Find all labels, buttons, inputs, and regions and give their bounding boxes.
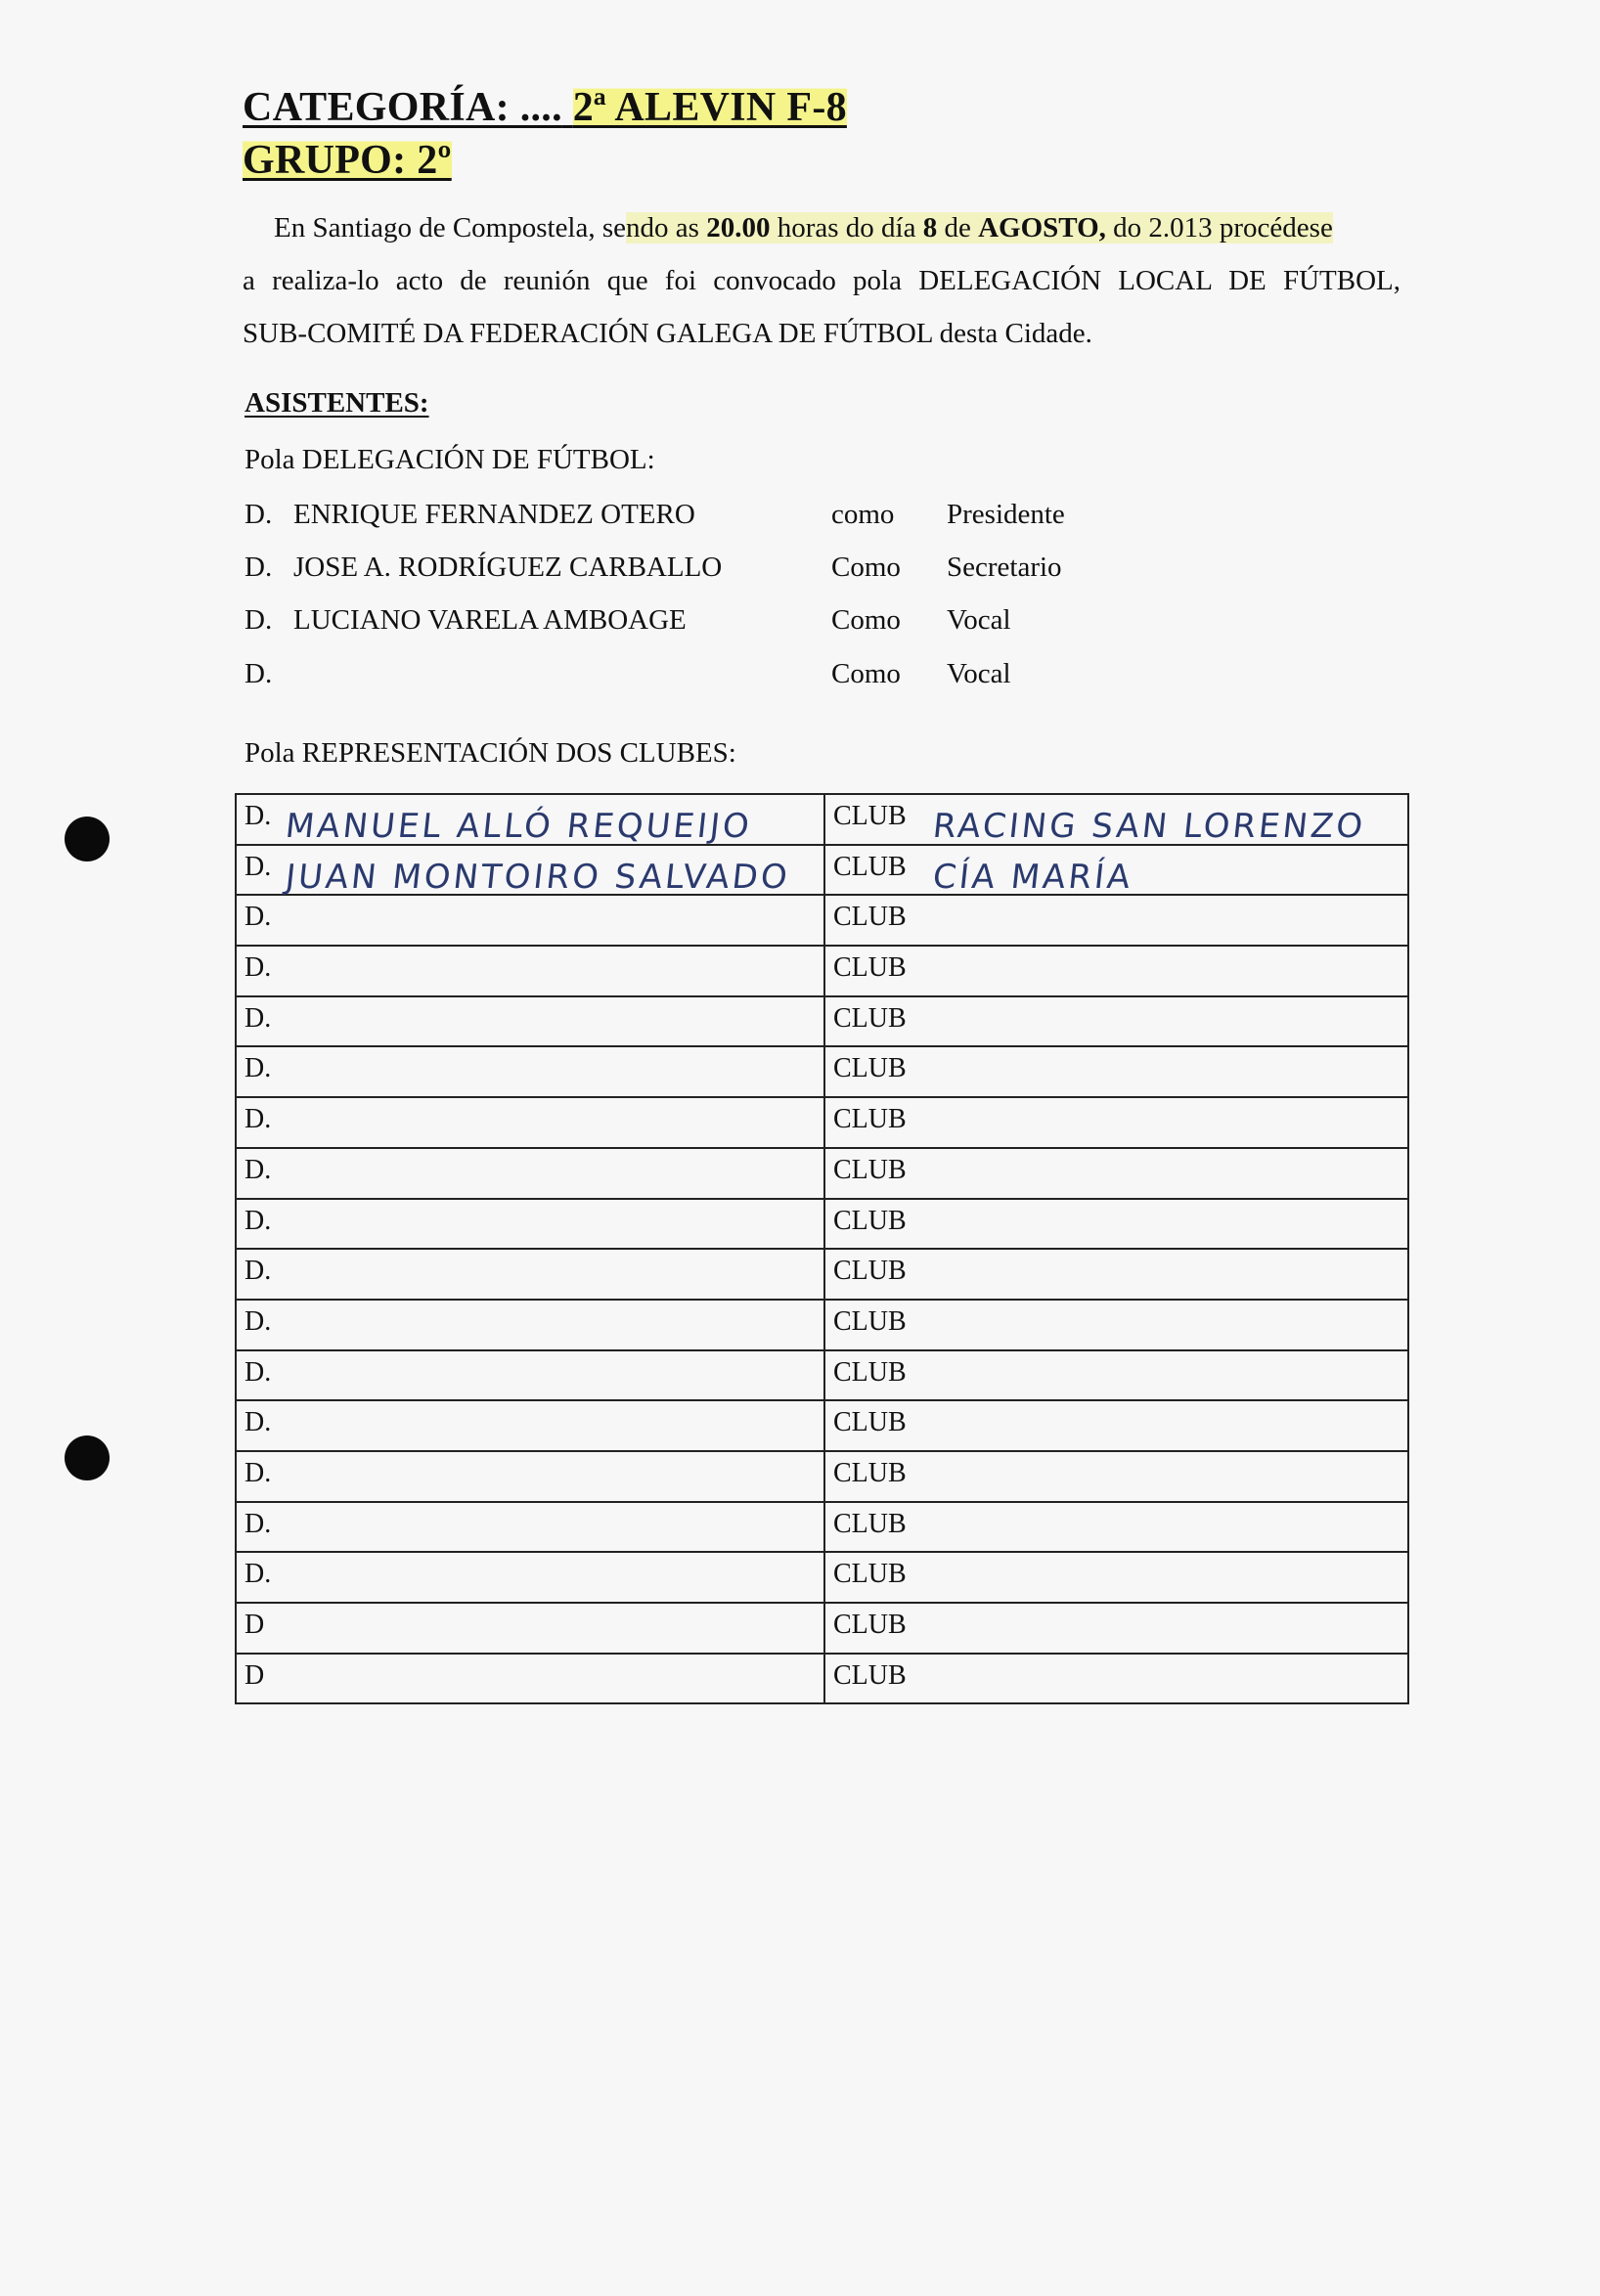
delegate-prefix: D	[244, 1659, 265, 1691]
club-label: CLUB	[833, 1154, 907, 1185]
table-row	[236, 1603, 1408, 1654]
table-row	[236, 1654, 1408, 1704]
delegate-prefix: D.	[244, 1205, 272, 1236]
club-cell	[824, 1350, 1408, 1401]
meeting-day: 8	[922, 212, 938, 243]
club-cell	[824, 1300, 1408, 1350]
club-cell	[824, 895, 1408, 946]
club-label: CLUB	[833, 952, 907, 984]
club-name-handwritten: RACING SAN LORENZO	[930, 807, 1368, 846]
club-cell	[824, 1046, 1408, 1097]
delegate-cell	[236, 946, 824, 996]
intro-line-2: a realiza-lo acto de reunión que foi convocado pola DELEGACIÓN LOCAL DE FÚTBOL,	[243, 265, 1400, 296]
delegate-cell	[236, 1350, 824, 1401]
table-row	[236, 1400, 1408, 1451]
delegate-cell	[236, 1097, 824, 1148]
delegate-cell	[236, 1148, 824, 1199]
club-label: CLUB	[833, 1559, 907, 1590]
clubs-label: Pola REPRESENTACIÓN DOS CLUBES:	[244, 737, 736, 769]
club-cell	[824, 845, 1408, 896]
delegate-cell	[236, 895, 824, 946]
table-row	[236, 794, 1408, 845]
club-label: CLUB	[833, 1002, 907, 1034]
club-cell	[824, 996, 1408, 1047]
delegate-cell	[236, 1400, 824, 1451]
table-row	[236, 1300, 1408, 1350]
meeting-month: AGOSTO,	[978, 212, 1106, 243]
delegate-prefix: D.	[244, 1256, 272, 1287]
delegate-prefix: D.	[244, 1104, 272, 1135]
club-label: CLUB	[833, 1256, 907, 1287]
group-title	[243, 137, 452, 184]
delegate-name-handwritten: MANUEL ALLÓ REQUEIJO	[283, 807, 754, 846]
table-row	[236, 1199, 1408, 1250]
table-row	[236, 1502, 1408, 1553]
delegation-label: Pola DELEGACIÓN DE FÚTBOL:	[244, 444, 655, 475]
delegate-cell	[236, 996, 824, 1047]
delegate-prefix: D.	[244, 1053, 272, 1084]
delegate-cell	[236, 1603, 824, 1654]
table-row	[236, 1046, 1408, 1097]
club-cell	[824, 1199, 1408, 1250]
attendees-heading: ASISTENTES:	[244, 387, 429, 419]
club-label: CLUB	[833, 1610, 907, 1640]
delegate-cell	[236, 1249, 824, 1300]
delegate-prefix: D.	[244, 1508, 272, 1539]
group-label: GRUPO: 2º	[243, 138, 452, 183]
category-label: CATEGORÍA: ....	[243, 85, 562, 130]
club-name-handwritten: CÍA MARÍA	[930, 857, 1135, 897]
table-row	[236, 1350, 1408, 1401]
delegate-prefix: D.	[244, 1154, 272, 1185]
delegate-prefix: D.	[244, 952, 272, 984]
club-cell	[824, 1249, 1408, 1300]
document-page: CATEGORÍA: .... 2ª ALEVIN F-8 GRUPO: 2º En Santiago de Compostela, sendo as 20.00 horas do día 8 de AGOSTO, do 2.013 procédese a realiza-lo acto de reunión que foi convocado pola DELEGACIÓN LOCAL DE FÚTBOL, SUB-COMITÉ DA FEDERACIÓN GALEGA DE FÚTBOL desta Cidade. ASISTENTES: Pola DELEGACIÓN DE FÚTBOL: D. ENRIQUE FERNANDEZ OTERO como Presidente D. JOSE A. RODRÍGUEZ CARBALLO Como Secretario D. LUCIANO VARELA AMBOAGE Como Vocal D. Como Vocal Pola REPRESENTACIÓN DOS CLUBES: D. MANUEL ALLÓ REQUEIJO CLUB RACING SAN LORENZO D. JUAN MONTOIRO SALVADO CLUB CÍA MARÍA D. CLUB D. CLUB D. CLUB D. CLUB D. CLUB D. CLUB D. CLUB D. CLUB D. CLUB D. CLUB D. CLUB D. CLUB D. CLUB D. CLUB D CLUB D CLUB	[0, 0, 1600, 2296]
table-row	[236, 1097, 1408, 1148]
delegate-prefix: D.	[244, 1407, 272, 1438]
club-cell	[824, 1148, 1408, 1199]
club-cell	[824, 946, 1408, 996]
intro-line-3: SUB-COMITÉ DA FEDERACIÓN GALEGA DE FÚTBOL desta Cidade.	[243, 318, 1092, 349]
club-label: CLUB	[833, 801, 907, 831]
table-row	[236, 1552, 1408, 1603]
table-row	[236, 1451, 1408, 1502]
club-label: CLUB	[833, 1407, 907, 1438]
delegate-prefix: D.	[244, 1559, 272, 1590]
club-cell	[824, 1603, 1408, 1654]
punch-hole-bottom	[65, 1435, 110, 1480]
delegate-cell	[236, 845, 824, 896]
category-title	[243, 84, 847, 131]
club-label: CLUB	[833, 1053, 907, 1084]
delegate-cell	[236, 1552, 824, 1603]
table-row	[236, 1249, 1408, 1300]
delegate-prefix: D.	[244, 902, 272, 933]
punch-hole-top	[65, 817, 110, 861]
delegate-prefix: D.	[244, 1305, 272, 1337]
delegate-name-handwritten: JUAN MONTOIRO SALVADO	[283, 857, 792, 897]
intro-paragraph	[243, 201, 1400, 360]
delegate-prefix: D	[244, 1610, 265, 1640]
club-label: CLUB	[833, 902, 907, 933]
club-cell	[824, 1502, 1408, 1553]
club-cell	[824, 1097, 1408, 1148]
club-label: CLUB	[833, 1305, 907, 1337]
club-label: CLUB	[833, 1104, 907, 1135]
table-row	[236, 996, 1408, 1047]
club-cell	[824, 1654, 1408, 1704]
table-row	[236, 1148, 1408, 1199]
delegate-cell	[236, 794, 824, 845]
intro-line-1: En Santiago de Compostela, sendo as 20.00 horas do día 8 de AGOSTO, do 2.013 procédese	[274, 212, 1333, 243]
delegate-cell	[236, 1654, 824, 1704]
delegate-cell	[236, 1046, 824, 1097]
club-cell	[824, 1400, 1408, 1451]
club-cell	[824, 794, 1408, 845]
table-row	[236, 895, 1408, 946]
club-label: CLUB	[833, 1659, 907, 1691]
category-value: 2ª ALEVIN F-8	[572, 85, 847, 130]
delegate-cell	[236, 1300, 824, 1350]
delegate-prefix: D.	[244, 851, 272, 882]
delegate-prefix: D.	[244, 1002, 272, 1034]
table-row	[236, 946, 1408, 996]
delegate-cell	[236, 1502, 824, 1553]
delegate-cell	[236, 1451, 824, 1502]
meeting-time: 20.00	[706, 212, 771, 243]
delegate-prefix: D.	[244, 1457, 272, 1488]
club-label: CLUB	[833, 1457, 907, 1488]
delegate-prefix: D.	[244, 1356, 272, 1388]
club-cell	[824, 1451, 1408, 1502]
club-label: CLUB	[833, 1205, 907, 1236]
club-cell	[824, 1552, 1408, 1603]
delegate-prefix: D.	[244, 801, 272, 831]
club-label: CLUB	[833, 1508, 907, 1539]
club-label: CLUB	[833, 1356, 907, 1388]
club-label: CLUB	[833, 851, 907, 882]
table-row	[236, 845, 1408, 896]
clubs-table	[235, 793, 1409, 1704]
delegate-cell	[236, 1199, 824, 1250]
